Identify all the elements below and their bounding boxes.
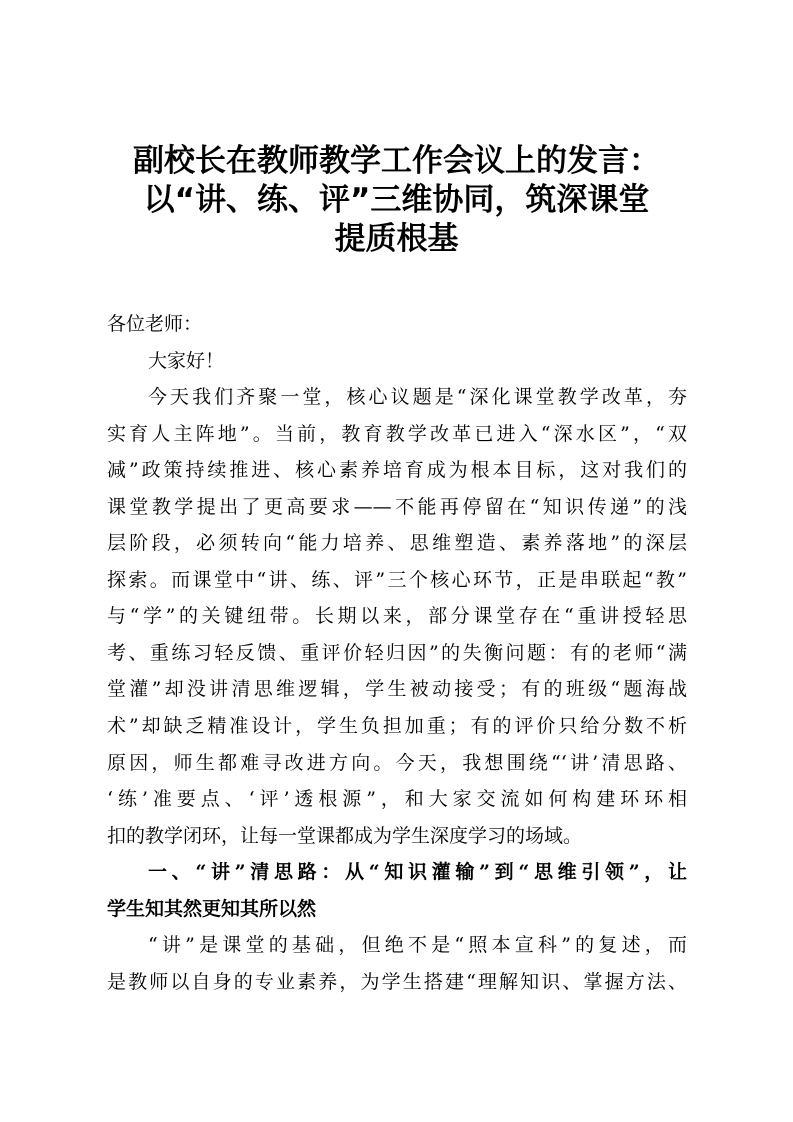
title-line: 提质根基 — [334, 221, 459, 257]
paragraph-intro — [107, 379, 687, 854]
paragraph-line: 考、重练习轻反馈、重评价轻归因”的失衡问题：有的老师“满 — [107, 641, 687, 664]
section-heading-1 — [107, 854, 687, 927]
paragraph-line: ‘练’准要点、‘评’透根源”，和大家交流如何构建环环相 — [107, 788, 687, 811]
paragraph-line: 层阶段，必须转向“能力培养、思维塑造、素养落地”的深层 — [107, 532, 687, 555]
greeting: 大家好！ — [148, 349, 225, 372]
paragraph-line: 探索。而课堂中“讲、练、评”三个核心环节，正是串联起“教” — [107, 568, 687, 591]
heading-line: 一、“讲”清思路：从“知识灌输”到“思维引领”，让 — [148, 861, 687, 884]
document-body — [107, 306, 687, 1000]
paragraph-line: 今天我们齐聚一堂，核心议题是“深化课堂教学改革，夯 — [148, 386, 687, 409]
paragraph-line: 术”却缺乏精准设计，学生负担加重；有的评价只给分数不析 — [107, 715, 687, 738]
paragraph-line: “讲”是课堂的基础，但绝不是“照本宣科”的复述，而 — [148, 934, 687, 957]
paragraph-line: 是教师以自身的专业素养，为学生搭建“理解知识、掌握方法、 — [107, 970, 687, 993]
title-line: 以“讲、练、评”三维协同，筑深课堂 — [143, 182, 650, 218]
paragraph-line: 扣的教学闭环，让每一堂课都成为学生深度学习的场域。 — [107, 824, 583, 847]
paragraph-line: 减”政策持续推进、核心素养培育成为根本目标，这对我们的 — [107, 459, 687, 482]
paragraph-line: 堂灌”却没讲清思维逻辑，学生被动接受；有的班级“题海战 — [107, 678, 687, 701]
paragraph-line: 课堂教学提出了更高要求——不能再停留在“知识传递”的浅 — [107, 495, 687, 518]
paragraph-section-1 — [107, 927, 687, 1000]
heading-line: 学生知其然更知其所以然 — [107, 897, 317, 920]
paragraph-line: 原因，师生都难寻改进方向。今天，我想围绕“‘讲’清思路、 — [107, 751, 687, 774]
paragraph-line: 实育人主阵地”。当前，教育教学改革已进入“深水区”，“双 — [107, 422, 687, 445]
title-line: 副校长在教师教学工作会议上的发言： — [133, 143, 660, 179]
paragraph-line: 与“学”的关键纽带。长期以来，部分课堂存在“重讲授轻思 — [107, 605, 687, 628]
salutation: 各位老师： — [107, 313, 203, 335]
document-title — [100, 142, 693, 259]
